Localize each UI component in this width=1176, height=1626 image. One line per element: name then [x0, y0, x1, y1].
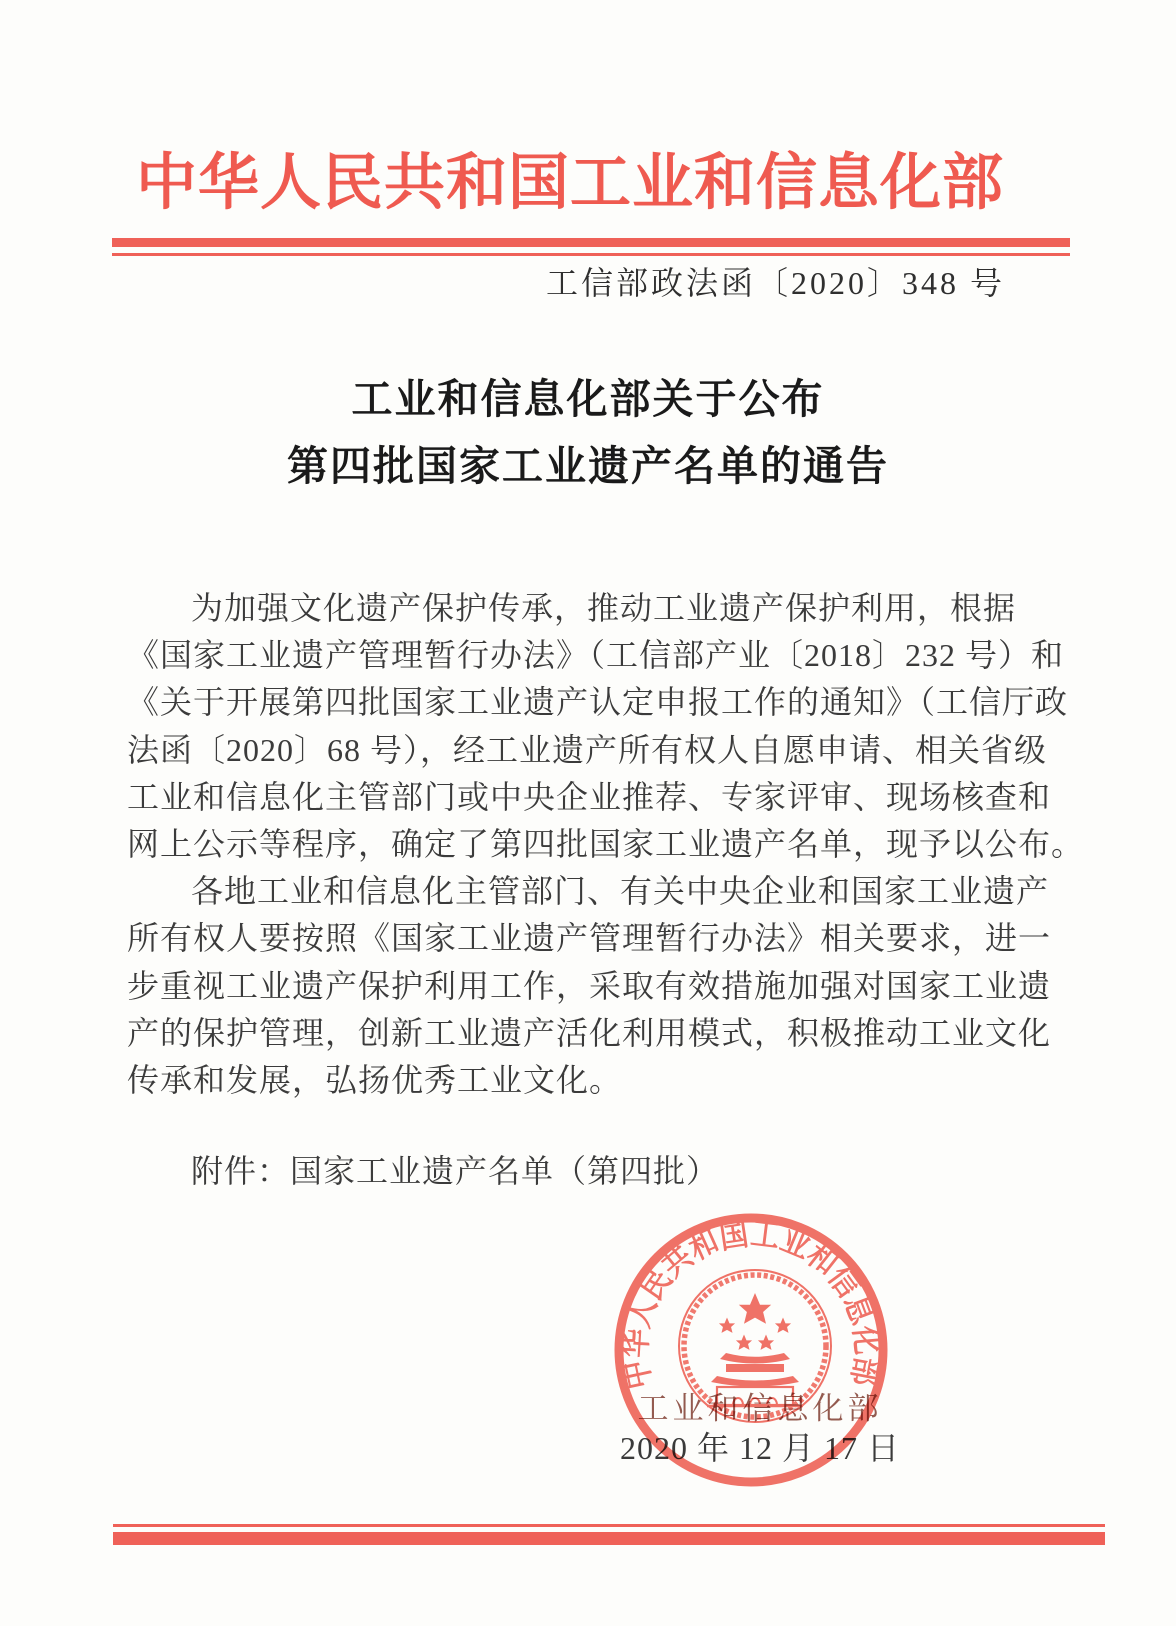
body-line: 各地工业和信息化主管部门、有关中央企业和国家工业遗产	[191, 873, 1050, 910]
body-line: 传承和发展，弘扬优秀工业文化。	[127, 1061, 623, 1098]
issuer-signature: 工业和信息化部	[637, 1391, 883, 1426]
header-rule-thick	[112, 238, 1070, 247]
national-emblem-icon	[679, 1270, 831, 1422]
body-line: 为加强文化遗产保护传承，推动工业遗产保护利用，根据	[191, 590, 1017, 626]
paragraph-1	[127, 585, 1085, 868]
body-line: 步重视工业遗产保护利用工作，采取有效措施加强对国家工业遗	[127, 967, 1052, 1004]
body-line: 《关于开展第四批国家工业遗产认定申报工作的通知》（工信厅政	[127, 684, 1069, 721]
attachment-line: 附件：国家工业遗产名单（第四批）	[191, 1153, 720, 1189]
notice-title-line2: 第四批国家工业遗产名单的通告	[287, 443, 889, 489]
body-line: 工业和信息化主管部门或中央企业推荐、专家评审、现场核查和	[127, 778, 1052, 815]
body-line: 《国家工业遗产管理暂行办法》（工信部产业〔2018〕232 号）和	[127, 637, 1065, 674]
notice-body	[127, 585, 1085, 1104]
agency-title: 中华人民共和国工业和信息化部	[135, 150, 1004, 217]
seal-circular-text: 中华人民共和国工业和信息化部	[615, 1214, 887, 1395]
header-rule-thin	[112, 253, 1070, 256]
body-line: 法函〔2020〕68 号），经工业遗产所有权人自愿申请、相关省级	[127, 731, 1048, 768]
body-line: 所有权人要按照《国家工业遗产管理暂行办法》相关要求，进一	[127, 920, 1052, 957]
official-seal	[608, 1207, 894, 1493]
notice-title	[0, 366, 1176, 500]
paragraph-2	[127, 868, 1062, 1104]
doc-number: 工信部政法函〔2020〕348 号	[545, 265, 1005, 301]
footer-rule-thin	[113, 1524, 1105, 1527]
notice-title-line1: 工业和信息化部关于公布	[351, 376, 825, 422]
body-line: 产的保护管理，创新工业遗产活化利用模式，积极推动工业文化	[127, 1014, 1052, 1051]
tiananmen-icon	[707, 1353, 803, 1406]
issue-date: 2020 年 12 月 17 日	[619, 1430, 900, 1466]
footer-rule-thick	[113, 1532, 1105, 1545]
body-line: 网上公示等程序，确定了第四批国家工业遗产名单，现予以公布。	[127, 825, 1085, 862]
